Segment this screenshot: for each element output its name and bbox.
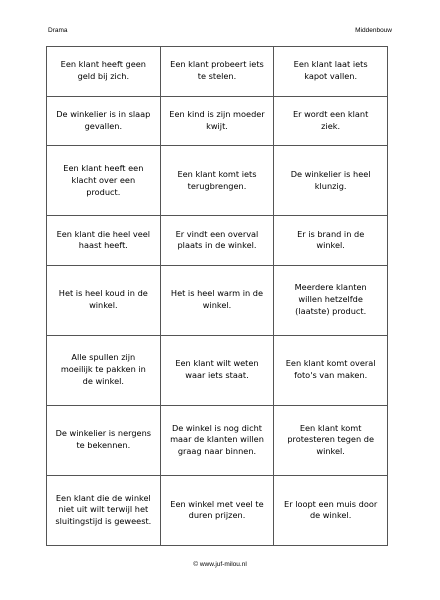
scenario-card: Er is brand in de winkel. (274, 216, 388, 266)
scenario-card: Een klant komt iets terugbrengen. (160, 146, 274, 216)
scenario-card: Een kind is zijn moeder kwijt. (160, 96, 274, 146)
card-row (47, 475, 388, 545)
scenario-card: Een klant probeert iets te stelen. (160, 47, 274, 97)
card-row (47, 265, 388, 335)
scenario-card: Een klant wilt weten waar iets staat. (160, 335, 274, 405)
scenario-card: De winkelier is in slaap gevallen. (47, 96, 161, 146)
card-row (47, 146, 388, 216)
card-row (47, 335, 388, 405)
scenario-card: Een klant komt overal foto's van maken. (274, 335, 388, 405)
header-level: Middenbouw (355, 27, 392, 34)
scenario-card: Een klant heeft een klacht over een product. (47, 146, 161, 216)
header-subject: Drama (48, 27, 68, 34)
scenario-card: Het is heel warm in de winkel. (160, 265, 274, 335)
scenario-card: Een klant laat iets kapot vallen. (274, 47, 388, 97)
card-row (47, 216, 388, 266)
scenario-card: Een klant heeft geen geld bij zich. (47, 47, 161, 97)
card-grid (46, 46, 388, 546)
scenario-card: Alle spullen zijn moeilijk te pakken in de winkel. (47, 335, 161, 405)
card-row (47, 47, 388, 97)
scenario-card: Er wordt een klant ziek. (274, 96, 388, 146)
copyright-footer: © www.juf-milou.nl (193, 561, 247, 568)
scenario-card: Er loopt een muis door de winkel. (274, 475, 388, 545)
card-row (47, 405, 388, 475)
scenario-card: Een winkel met veel te duren prijzen. (160, 475, 274, 545)
scenario-card: De winkelier is nergens te bekennen. (47, 405, 161, 475)
scenario-card: Het is heel koud in de winkel. (47, 265, 161, 335)
scenario-card: Een klant die heel veel haast heeft. (47, 216, 161, 266)
scenario-card: Er vindt een overval plaats in de winkel. (160, 216, 274, 266)
scenario-card: Een klant komt protesteren tegen de winkel. (274, 405, 388, 475)
scenario-card: Een klant die de winkel niet uit wilt terwijl het sluitingstijd is geweest. (47, 475, 161, 545)
scenario-card: Meerdere klanten willen hetzelfde (laatste) product. (274, 265, 388, 335)
scenario-card: De winkelier is heel klunzig. (274, 146, 388, 216)
scenario-card: De winkel is nog dicht maar de klanten willen graag naar binnen. (160, 405, 274, 475)
card-row (47, 96, 388, 146)
